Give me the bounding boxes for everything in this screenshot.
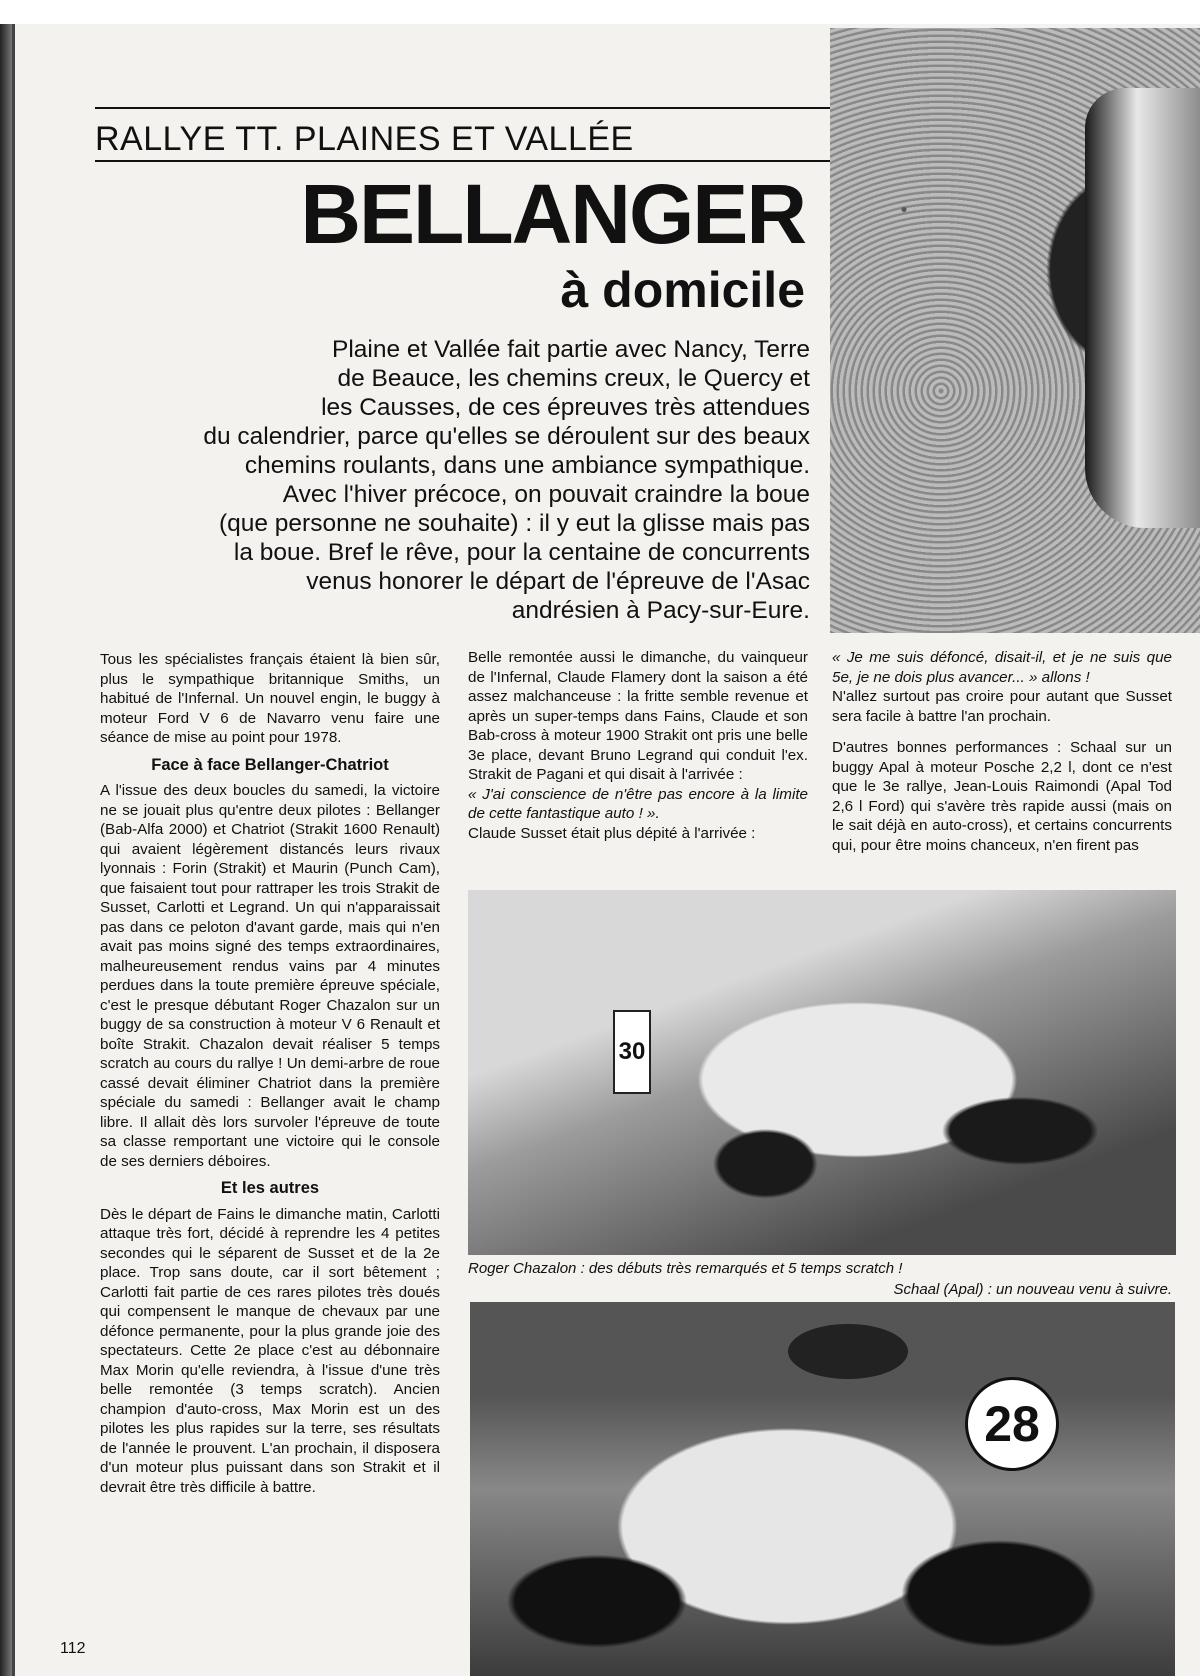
- body-paragraph: Belle remontée aussi le dimanche, du vainqueur de l'Infernal, Claude Flamery dont la saison a été assez malchanceuse : la fritte semble revenue et après un super-temps dans Fains, Claude et son Bab-cross à moteur 1900 Strakit ont pris une belle 3e place, devant Bruno Legrand qui conduit l'ex. Strakit de Pagani et qui disait à l'arrivée :: [468, 649, 808, 783]
- race-number-28: 28: [965, 1377, 1059, 1471]
- rule-bottom: [95, 160, 830, 162]
- body-paragraph: Dès le départ de Fains le dimanche matin, Carlotti attaque très fort, décidé à reprendre les 4 petites secondes qui le séparent de Susset et de la 2e place. Trop sans doute, car il sort bêtement ; Carlotti fait partie de ces rares pilotes très doués qui compensent le manque de chevaux par une défonce permanente, pour la plus grande joie des spectateurs. Cette 2e place c'est au débonnaire Max Morin qu'elle reviendra, à l'issue d'une très belle remontée (3 temps scratch). Ancien champion d'auto-cross, Max Morin est un des pilotes les plus rapides sur la terre, ses résultats de l'année le prouvent. L'an prochain, il disposera d'un moteur plus puissant dans son Strakit et il devrait être très difficile à battre.: [100, 1205, 440, 1496]
- schaal-buggy-photo: [470, 1302, 1175, 1676]
- body-paragraph: A l'issue des deux boucles du samedi, la victoire ne se jouait plus qu'entre deux pilotes : Bellanger (Bab-Alfa 2000) et Chatriot (Strakit 1600 Renault) qui avaient légèrement distancés leurs rivaux lyonnais : Forin (Strakit) et Maurin (Punch Cam), que faisaient tout pour rattraper les trois Strakit de Susset, Carlotti et Legrand. Un qui n'apparaissait pas dans ce peloton d'avant garde, mais qui n'en avait pas moins signé des temps extraordinaires, malheureusement rendus vains par 4 minutes perdues dans la toute première épreuve spéciale, c'est le presque débutant Roger Chazalon sur un buggy de sa construction à moteur V 6 Renault et boîte Strakit. Chazalon devait réaliser 5 temps scratch au cours du rallye ! Un demi-arbre de roue cassé devait éliminer Chatriot dans la première spéciale du samedi : Bellanger avait le champ libre. Il allait dès lors survoler l'épreuve de toute sa classe remportant une victoire qui le console de ses derniers déboires.: [100, 782, 440, 1170]
- top-right-photo: [830, 28, 1200, 633]
- lead-line: de Beauce, les chemins creux, le Quercy et: [337, 365, 810, 392]
- buggy-silhouette: [1085, 88, 1200, 528]
- section-heading: Et les autres: [220, 1179, 320, 1197]
- lead-paragraph: [95, 335, 810, 625]
- column-1: [100, 650, 440, 1497]
- rule-top: [95, 107, 830, 109]
- lead-line: Avec l'hiver précoce, on pouvait craindre la boue: [282, 481, 810, 508]
- lead-line: (que personne ne souhaite) : il y eut la glisse mais pas: [218, 510, 810, 537]
- caption-chazalon: Roger Chazalon : des débuts très remarqués et 5 temps scratch !: [468, 1260, 903, 1277]
- headline: BELLANGER: [300, 167, 805, 261]
- quote: « J'ai conscience de n'être pas encore à la limite de cette fantastique auto ! ».: [468, 785, 808, 822]
- page-binding: [0, 24, 12, 1676]
- column-2: [468, 648, 808, 843]
- section-kicker: RALLYE TT. PLAINES ET VALLÉE: [95, 120, 634, 158]
- lead-line: les Causses, de ces épreuves très attendues: [321, 394, 810, 421]
- page-number: 112: [60, 1640, 86, 1657]
- lead-line: chemins roulants, dans une ambiance sympathique.: [244, 452, 810, 479]
- chazalon-buggy-photo: [468, 890, 1176, 1255]
- lead-line: du calendrier, parce qu'elles se déroulent sur des beaux: [203, 423, 810, 450]
- lead-line: andrésien à Pacy-sur-Eure.: [511, 597, 810, 624]
- body-paragraph: Claude Susset était plus dépité à l'arrivée :: [468, 824, 756, 842]
- lead-line: la boue. Bref le rêve, pour la centaine de concurrents: [233, 539, 810, 566]
- quote: « Je me suis défoncé, disait-il, et je ne suis que 5e, je ne dois plus avancer... » allons !: [832, 649, 1172, 686]
- lead-line: venus honorer le départ de l'épreuve de l'Asac: [306, 568, 810, 595]
- race-number-30: 30: [613, 1010, 651, 1094]
- column-3: [832, 648, 1172, 855]
- section-heading: Face à face Bellanger-Chatriot: [151, 755, 389, 774]
- caption-schaal: Schaal (Apal) : un nouveau venu à suivre.: [893, 1281, 1172, 1298]
- spare-wheel: [788, 1324, 908, 1379]
- body-paragraph: D'autres bonnes performances : Schaal sur un buggy Apal à moteur Posche 2,2 l, dont ce n'est que le 3e rallye, Jean-Louis Raimondi (Apal Tod 2,6 l Ford) qui s'avère très rapide aussi (mais on le sait déjà en auto-cross), et certains concurrents qui, pour être moins chanceux, n'en firent pas: [832, 739, 1172, 854]
- body-paragraph: Tous les spécialistes français étaient là bien sûr, plus le sympathique britannique Smiths, un habitué de l'Infernal. Un nouvel engin, le buggy à moteur Ford V 6 de Navarro venu faire une séance de mise au point pour 1978.: [100, 651, 440, 746]
- body-paragraph: N'allez surtout pas croire pour autant que Susset sera facile à battre l'an prochain.: [832, 688, 1172, 725]
- subheadline: à domicile: [560, 262, 805, 318]
- lead-line: Plaine et Vallée fait partie avec Nancy, Terre: [331, 336, 810, 363]
